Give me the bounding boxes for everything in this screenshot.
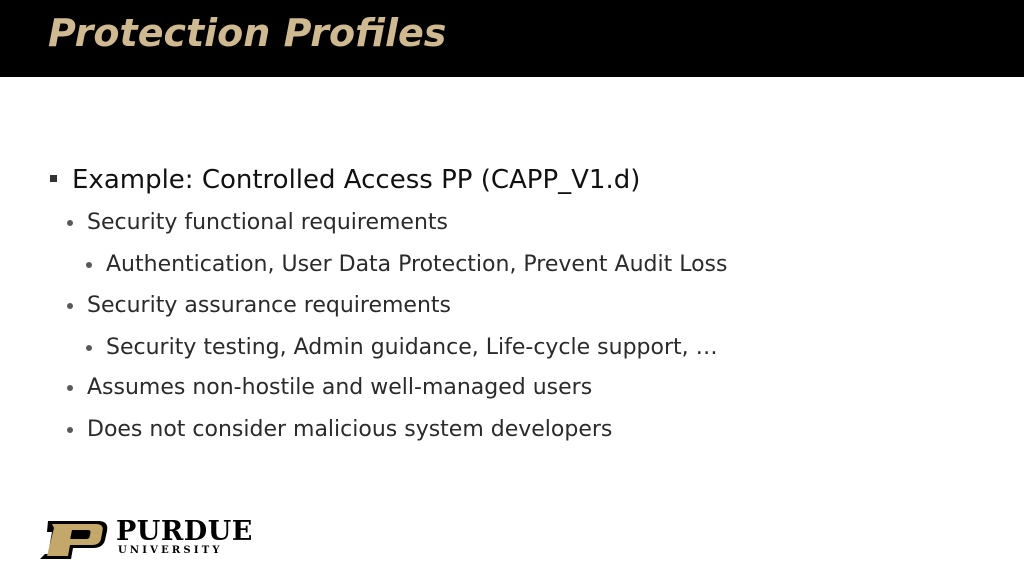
purdue-p-icon — [38, 520, 110, 560]
round-bullet-icon — [67, 303, 73, 309]
bullet-functional-text: Security functional requirements — [87, 210, 449, 235]
round-bullet-icon — [67, 385, 73, 391]
square-bullet-icon — [50, 175, 57, 182]
bullet-assurance-detail-text: Security testing, Admin guidance, Life-cycle support, … — [106, 335, 718, 360]
round-bullet-icon — [67, 220, 73, 226]
round-bullet-icon — [67, 427, 73, 433]
bullet-functional-detail-text: Authentication, User Data Protection, Prevent Audit Loss — [106, 252, 728, 277]
slide-title: Protection Profiles — [48, 11, 447, 55]
bullet-not-considered-text: Does not consider malicious system developers — [87, 417, 613, 442]
logo-name: PURDUE — [116, 516, 253, 547]
logo-subtitle: UNIVERSITY — [118, 545, 223, 556]
round-bullet-icon — [86, 262, 92, 268]
bullet-assurance-text: Security assurance requirements — [87, 293, 451, 318]
round-bullet-icon — [86, 345, 92, 351]
bullet-main-text: Example: Controlled Access PP (CAPP_V1.d) — [72, 165, 641, 195]
purdue-logo — [38, 518, 258, 562]
bullet-assumes-text: Assumes non-hostile and well-managed users — [87, 375, 593, 400]
